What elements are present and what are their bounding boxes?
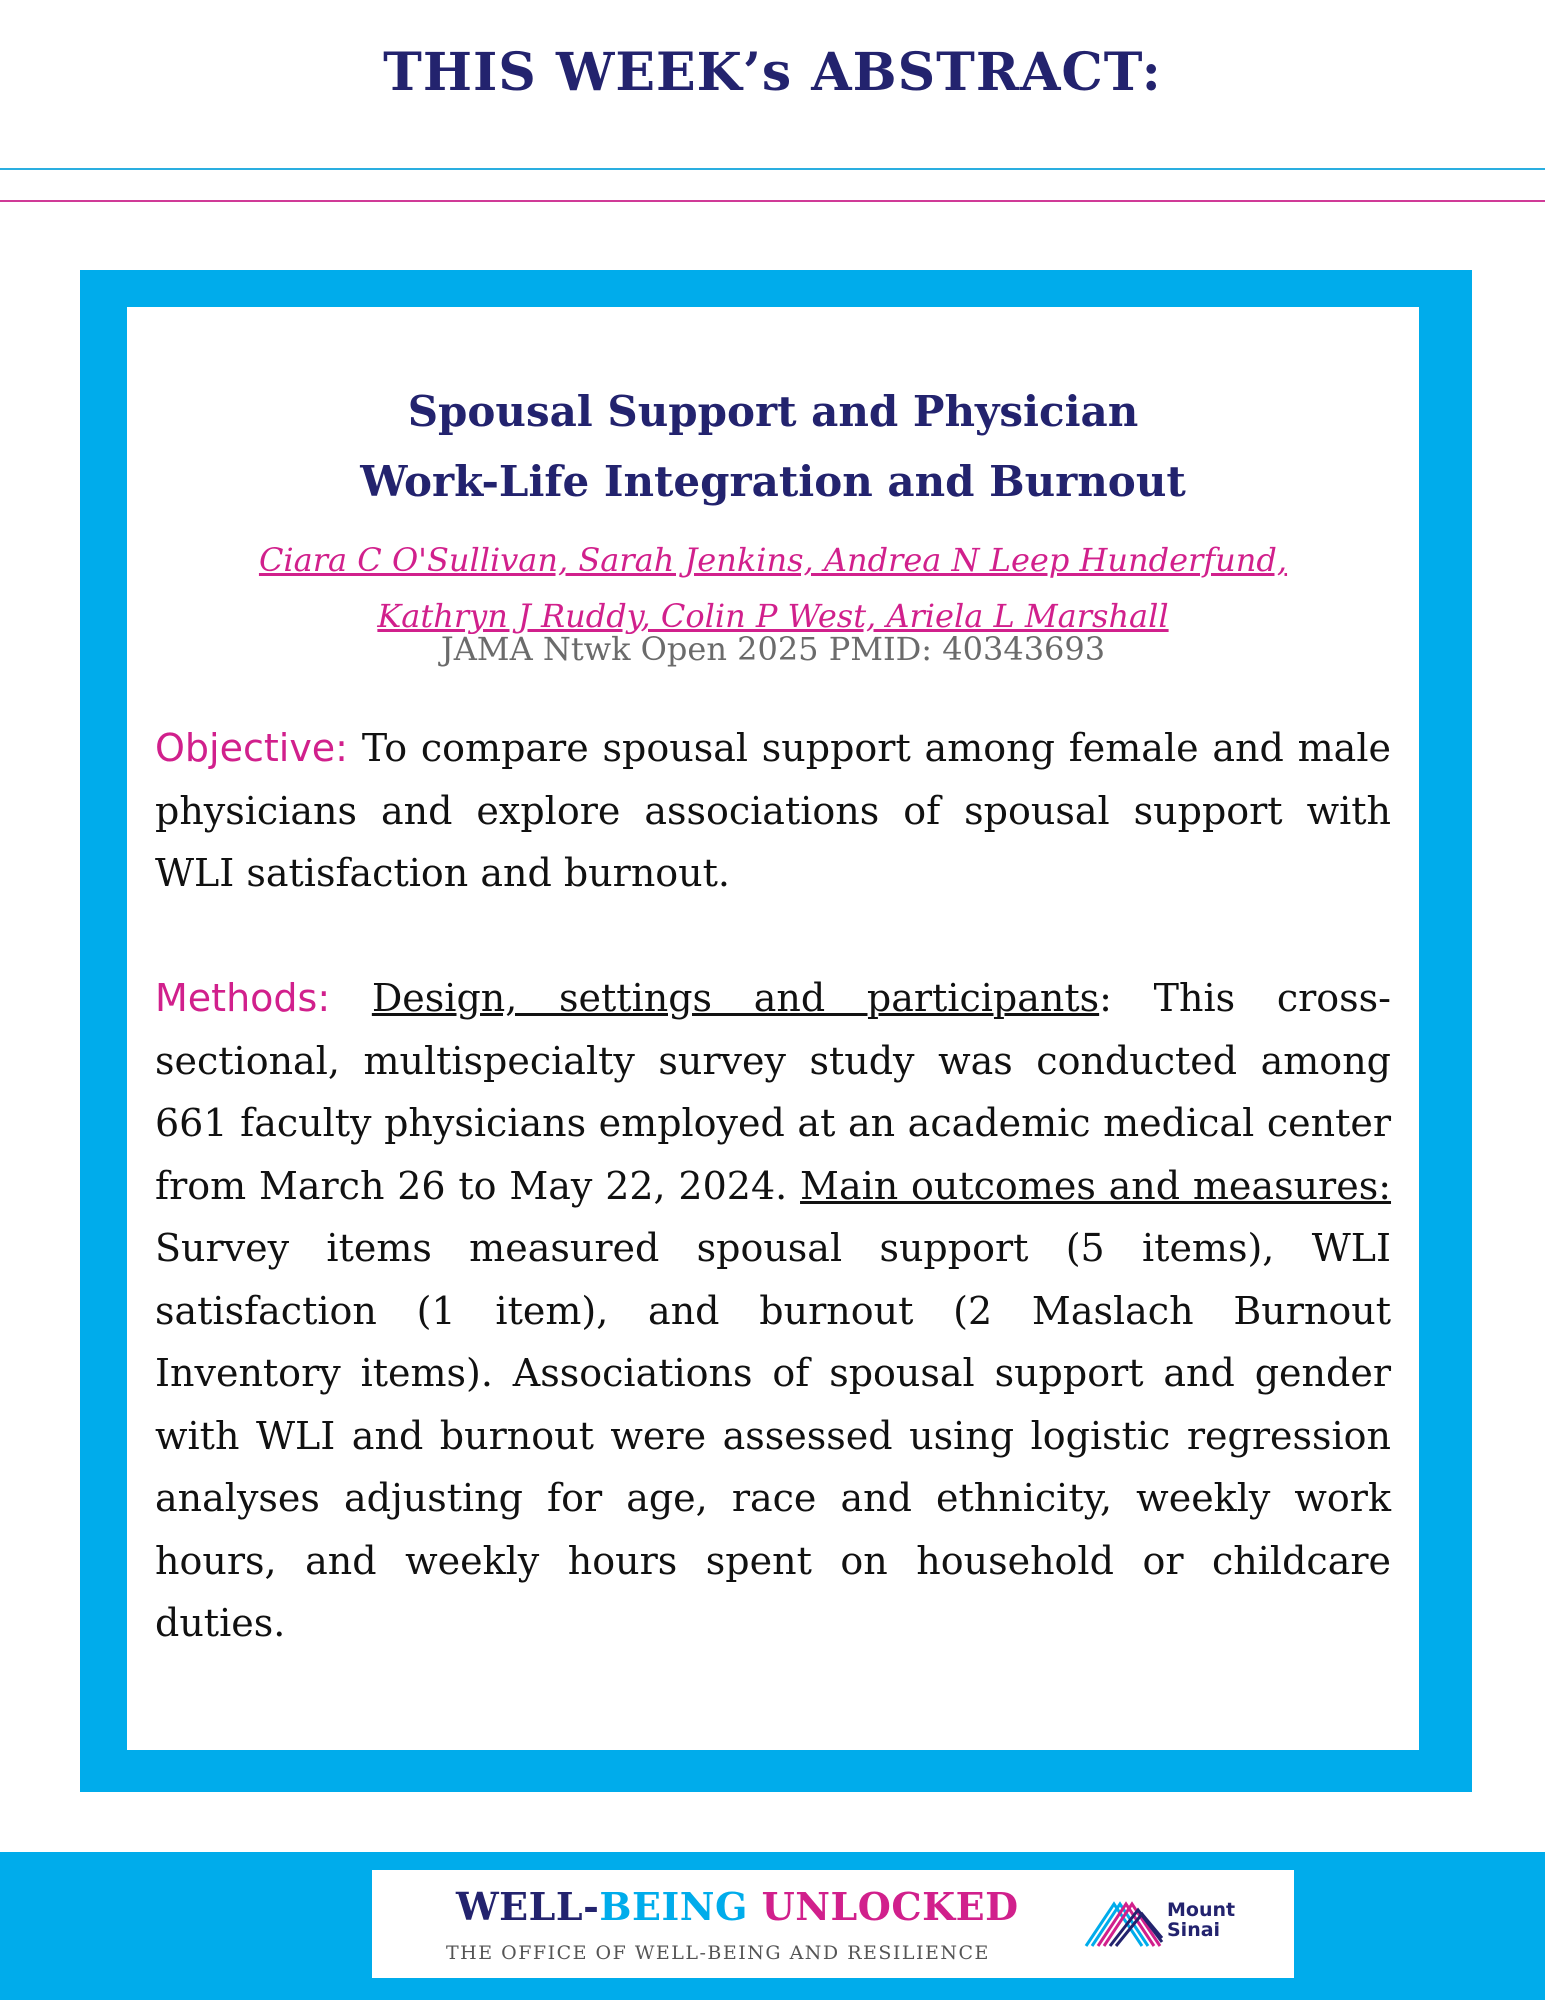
authors-link-line1[interactable]: Ciara C O'Sullivan, Sarah Jenkins, Andrea N Leep Hunderfund, xyxy=(258,541,1288,579)
header-divider-pink xyxy=(0,200,1545,202)
article-title xyxy=(127,377,1419,517)
methods-paragraph xyxy=(155,967,1391,1655)
page-header-title: THIS WEEK’s ABSTRACT: xyxy=(383,42,1162,103)
header-divider-blue xyxy=(0,168,1545,170)
abstract-frame xyxy=(80,270,1472,1792)
brand-word-being: BEING xyxy=(599,1884,762,1929)
outcomes-text: Survey items measured spousal support (5 items), WLI satisfaction (1 item), and burnout (2 Maslach Burnout Inventory items). Associations of spousal support and gender with WLI and burnout were assessed using logistic regression analyses adjusting for age, race and ethnicity, weekly work hours, and weekly hours spent on household or childcare duties. xyxy=(155,1226,1391,1645)
objective-paragraph xyxy=(155,717,1391,905)
abstract-card xyxy=(127,307,1419,1750)
design-text: : This cross-sectional, multispecialty survey study was conducted among 661 faculty physicians employed at an academic medical center from March 26 to May 22, 2024. xyxy=(155,976,1391,1208)
design-settings-label: Design, settings and participants xyxy=(371,976,1100,1020)
footer-brand-box xyxy=(372,1870,1294,1978)
brand-subtitle: THE OFFICE OF WELL-BEING AND RESILIENCE xyxy=(446,1942,990,1964)
article-title-line1: Spousal Support and Physician xyxy=(407,387,1139,436)
mount-sinai-logo-icon xyxy=(1084,1886,1164,1954)
journal-citation: JAMA Ntwk Open 2025 PMID: 40343693 xyxy=(440,630,1106,668)
authors-link-line2[interactable]: Kathryn J Ruddy, Colin P West, Ariela L Marshall xyxy=(377,597,1169,635)
author-list xyxy=(127,532,1419,644)
logo-text-mount: Mount xyxy=(1167,1899,1236,1921)
article-title-line2: Work-Life Integration and Burnout xyxy=(360,457,1186,506)
footer-banner xyxy=(0,1852,1545,2000)
brand-word-well: WELL- xyxy=(456,1884,600,1929)
methods-label: Methods: xyxy=(155,976,331,1020)
brand-wordmark xyxy=(456,1884,1019,1929)
outcomes-label: Main outcomes and measures: xyxy=(800,1163,1392,1208)
mount-sinai-logo-text xyxy=(1167,1900,1235,1940)
objective-text: To compare spousal support among female and male physicians and explore associations of spousal support with WLI satisfaction and burnout. xyxy=(155,726,1391,895)
objective-label: Objective: xyxy=(155,726,348,770)
brand-word-unlocked: UNLOCKED xyxy=(761,1884,1019,1929)
logo-text-sinai: Sinai xyxy=(1167,1919,1221,1941)
